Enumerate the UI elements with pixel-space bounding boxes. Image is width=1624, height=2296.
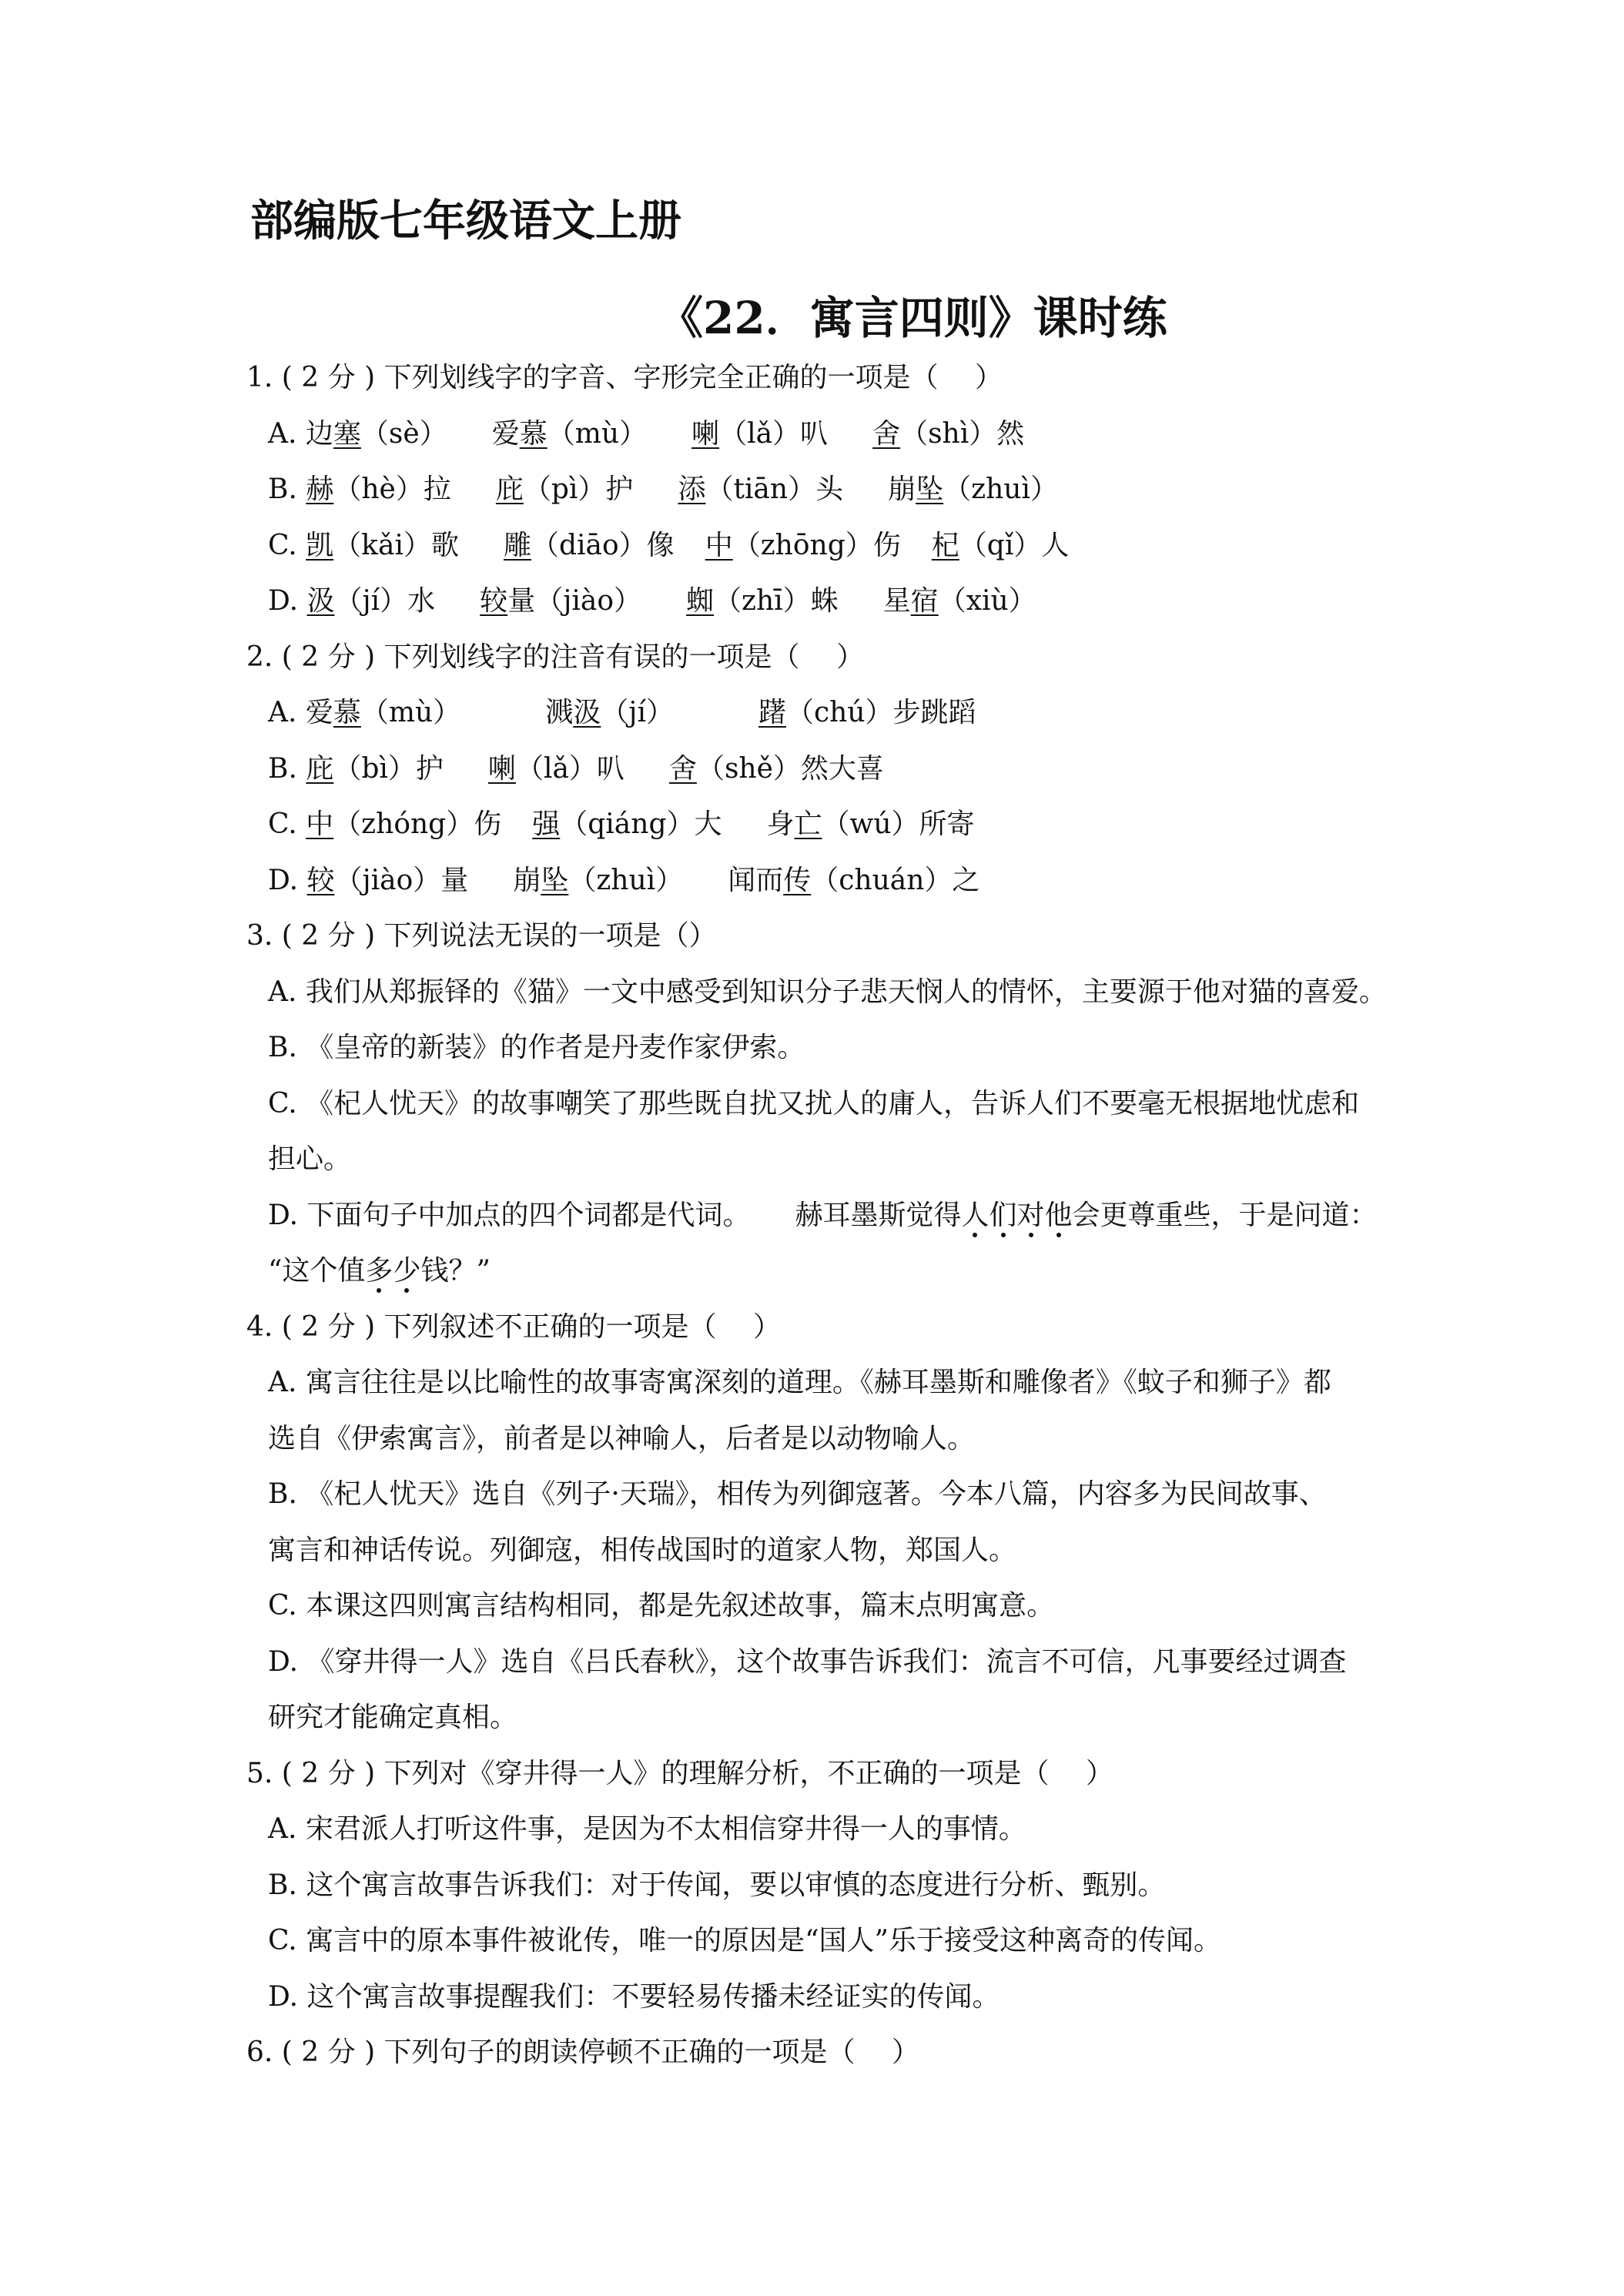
question-4-option-d: D. 《穿井得一人》选自《吕氏春秋》，这个故事告诉我们：流言不可信，凡事要经过调查 <box>268 1645 1347 1678</box>
question-3-option-d: D. 下面句子中加点的四个词都是代词。 赫耳墨斯觉得人们对他会更尊重些，于是问道： <box>268 1199 1378 1231</box>
question-4-option-d-continued: 研究才能确定真相。 <box>268 1702 518 1733</box>
question-5-option-b: B. 这个寓言故事告诉我们：对于传闻，要以审慎的态度进行分析、甄别。 <box>268 1869 1166 1901</box>
question-3-option-a: A. 我们从郑振铎的《猫》一文中感受到知识分子悲天悯人的情怀，主要源于他对猫的喜爱。 <box>268 976 1387 1008</box>
book-heading: 部编版七年级语文上册 <box>250 196 681 246</box>
question-6-stem: 6. ( 2 分 ) 下列句子的朗读停顿不正确的一项是（ ） <box>246 2037 920 2068</box>
question-1-option-b: B. 赫（hè）拉 庇（pì）护 添（tiān）头 崩坠（zhuì） <box>268 474 1058 505</box>
question-list <box>246 350 1401 2081</box>
question-3-option-c-continued: 担心。 <box>268 1143 352 1175</box>
question-5-option-d: D. 这个寓言故事提醒我们：不要轻易传播未经证实的传闻。 <box>268 1980 1000 2013</box>
question-4-option-a-continued: 选自《伊索寓言》，前者是以神喻人，后者是以动物喻人。 <box>268 1422 976 1454</box>
question-5-option-c: C. 寓言中的原本事件被讹传，唯一的原因是“国人”乐于接受这种离奇的传闻。 <box>268 1925 1221 1956</box>
question-1-option-c: C. 凯（kǎi）歌 雕（diāo）像 中（zhōng）伤 杞（qǐ）人 <box>268 529 1070 561</box>
question-1-option-a: A. 边塞（sè） 爱慕（mù） 喇（lǎ）叭 舍（shì）然 <box>268 417 1025 450</box>
question-2-option-a: A. 爱慕（mù） 溅汲（jí） 躇（chú）步跳蹈 <box>268 697 976 728</box>
question-2-option-c: C. 中（zhóng）伤 强（qiáng）大 身亡（wú）所寄 <box>268 808 975 840</box>
question-4-option-a: A. 寓言往往是以比喻性的故事寄寓深刻的道理。《赫耳墨斯和雕像者》《蚊子和狮子》都 <box>268 1367 1331 1398</box>
question-2-stem: 2. ( 2 分 ) 下列划线字的注音有误的一项是（ ） <box>246 641 865 673</box>
question-3-option-b: B. 《皇帝的新装》的作者是丹麦作家伊索。 <box>268 1032 805 1063</box>
question-1-stem: 1. ( 2 分 ) 下列划线字的字音、字形完全正确的一项是（ ） <box>246 362 1003 393</box>
question-4-stem: 4. ( 2 分 ) 下列叙述不正确的一项是（ ） <box>246 1310 782 1343</box>
lesson-title: 《22．寓言四则》课时练 <box>658 292 1167 344</box>
question-1-option-d: D. 汲（jí）水 较量（jiào） 蜘（zhī）蛛 星宿（xiù） <box>268 585 1036 617</box>
question-4-option-b: B. 《杞人忧天》选自《列子·天瑞》，相传为列御寇著。今本八篇，内容多为民间故事、 <box>268 1478 1327 1510</box>
question-2-option-b: B. 庇（bì）护 喇（lǎ）叭 舍（shě）然大喜 <box>268 752 884 785</box>
question-4-option-b-continued: 寓言和神话传说。列御寇，相传战国时的道家人物，郑国人。 <box>268 1534 1017 1566</box>
question-3-option-c: C. 《杞人忧天》的故事嘲笑了那些既自扰又扰人的庸人，告诉人们不要毫无根据地忧虑和 <box>268 1087 1360 1120</box>
question-3-option-d-continued: “这个值多少钱？” <box>268 1255 491 1287</box>
question-5-option-a: A. 宋君派人打听这件事，是因为不太相信穿井得一人的事情。 <box>268 1813 1026 1845</box>
question-5-stem: 5. ( 2 分 ) 下列对《穿井得一人》的理解分析，不正确的一项是（ ） <box>246 1757 1114 1789</box>
question-2-option-d: D. 较（jiào）量 崩坠（zhuì） 闻而传（chuán）之 <box>268 864 980 896</box>
question-4-option-c: C. 本课这四则寓言结构相同，都是先叙述故事，篇末点明寓意。 <box>268 1590 1055 1622</box>
question-3-stem: 3. ( 2 分 ) 下列说法无误的一项是（） <box>246 920 717 952</box>
